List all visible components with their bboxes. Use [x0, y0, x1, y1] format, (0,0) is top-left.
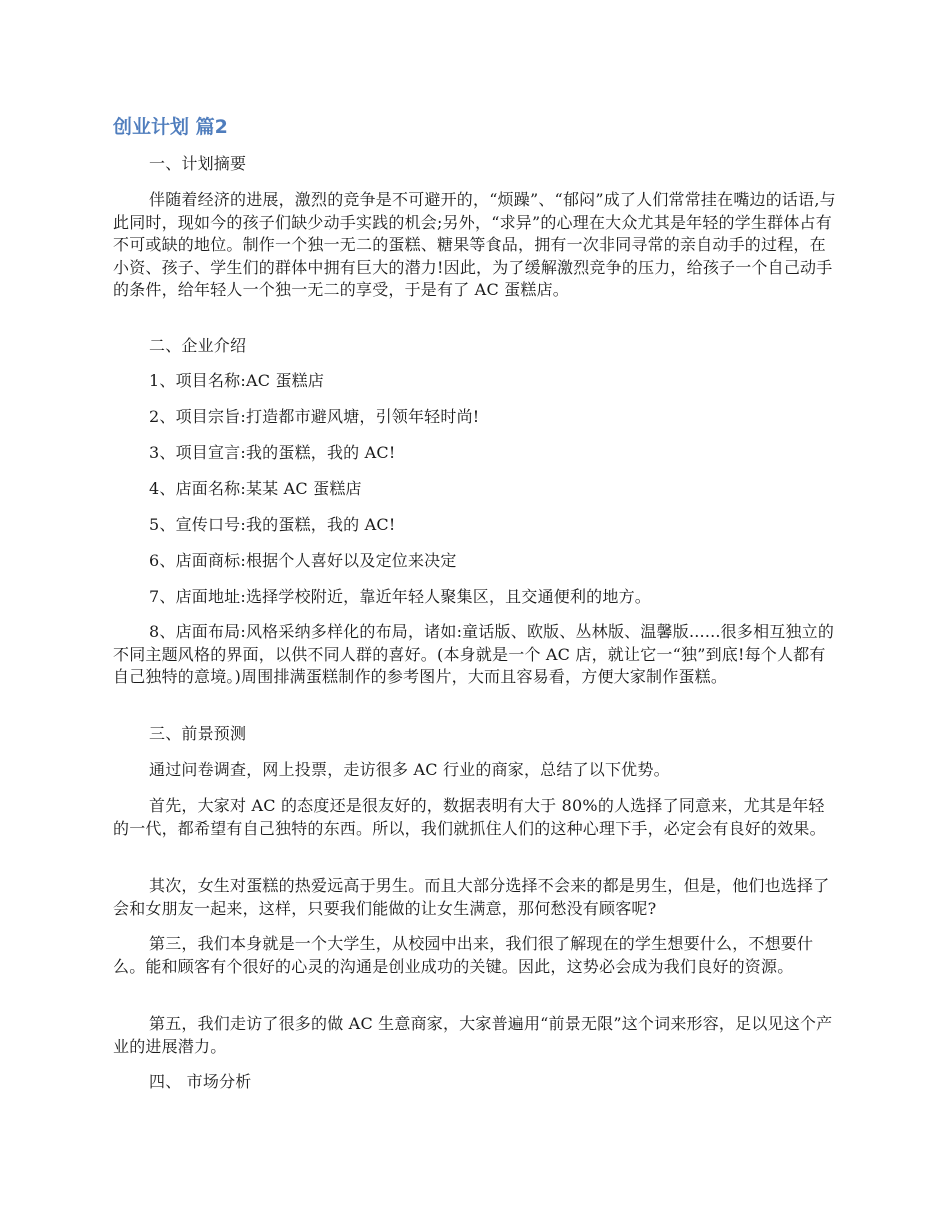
list-item-project-name: 1、项目名称:AC 蛋糕店	[149, 371, 325, 390]
paragraph-survey: 通过问卷调查，网上投票，走访很多 AC 行业的商家，总结了以下优势。	[149, 760, 670, 779]
paragraph-second: 其次，女生对蛋糕的热爱远高于男生。而且大部分选择不会来的都是男生，但是，他们也选择了会和女朋友一起来，这样，只要我们能做的让女生满意，那何愁没有顾客呢?	[113, 876, 830, 918]
section-heading-company: 二、企业介绍	[149, 336, 247, 355]
list-item-store-logo: 6、店面商标:根据个人喜好以及定位来决定	[149, 551, 457, 570]
list-item-project-purpose: 2、项目宗旨:打造都市避风塘，引领年轻时尚!	[149, 407, 480, 426]
list-item-store-layout: 8、店面布局:风格采纳多样化的布局，诸如:童话版、欧版、丛林版、温馨版......很多相互独立的不同主题风格的界面，以供不同人群的喜好。(本身就是一个 AC 店，就让它一“独”到底!每个人都有自己独特的意境。)周围排满蛋糕制作的参考图片，大而且容易看，方便大家制作蛋糕。	[113, 622, 835, 687]
paragraph-fifth: 第五，我们走访了很多的做 AC 生意商家，大家普遍用“前景无限”这个词来形容，足以见这个产业的进展潜力。	[113, 1014, 833, 1056]
paragraph-first: 首先，大家对 AC 的态度还是很友好的，数据表明有大于 80%的人选择了同意来，尤其是年轻的一代，都希望有自己独特的东西。所以，我们就抓住人们的这种心理下手，必定会有良好的效果。	[113, 796, 826, 838]
paragraph-summary: 伴随着经济的进展，激烈的竞争是不可避开的，“烦躁”、“郁闷”成了人们常常挂在嘴边的话语,与此同时，现如今的孩子们缺少动手实践的机会;另外，“求异”的心理在大众尤其是年轻的学生群体占有不可或缺的地位。制作一个独一无二的蛋糕、糖果等食品，拥有一次非同寻常的亲自动手的过程，在小资、孩子、学生们的群体中拥有巨大的潜力!因此，为了缓解激烈竞争的压力，给孩子一个自己动手的条件，给年轻人一个独一无二的享受，于是有了 AC 蛋糕店。	[113, 190, 836, 300]
section-heading-market: 四、 市场分析	[149, 1072, 252, 1091]
document-title: 创业计划 篇2	[113, 116, 228, 138]
section-heading-outlook: 三、前景预测	[149, 724, 247, 743]
list-item-store-address: 7、店面地址:选择学校附近，靠近年轻人聚集区，且交通便利的地方。	[149, 587, 651, 606]
list-item-project-slogan: 3、项目宣言:我的蛋糕，我的 AC!	[149, 443, 396, 462]
list-item-store-name: 4、店面名称:某某 AC 蛋糕店	[149, 479, 362, 498]
list-item-promo-slogan: 5、宣传口号:我的蛋糕，我的 AC!	[149, 515, 396, 534]
section-heading-summary: 一、计划摘要	[149, 154, 247, 173]
paragraph-third: 第三，我们本身就是一个大学生，从校园中出来，我们很了解现在的学生想要什么，不想要什么。能和顾客有个很好的心灵的沟通是创业成功的关键。因此，这势必会成为我们良好的资源。	[113, 934, 814, 976]
